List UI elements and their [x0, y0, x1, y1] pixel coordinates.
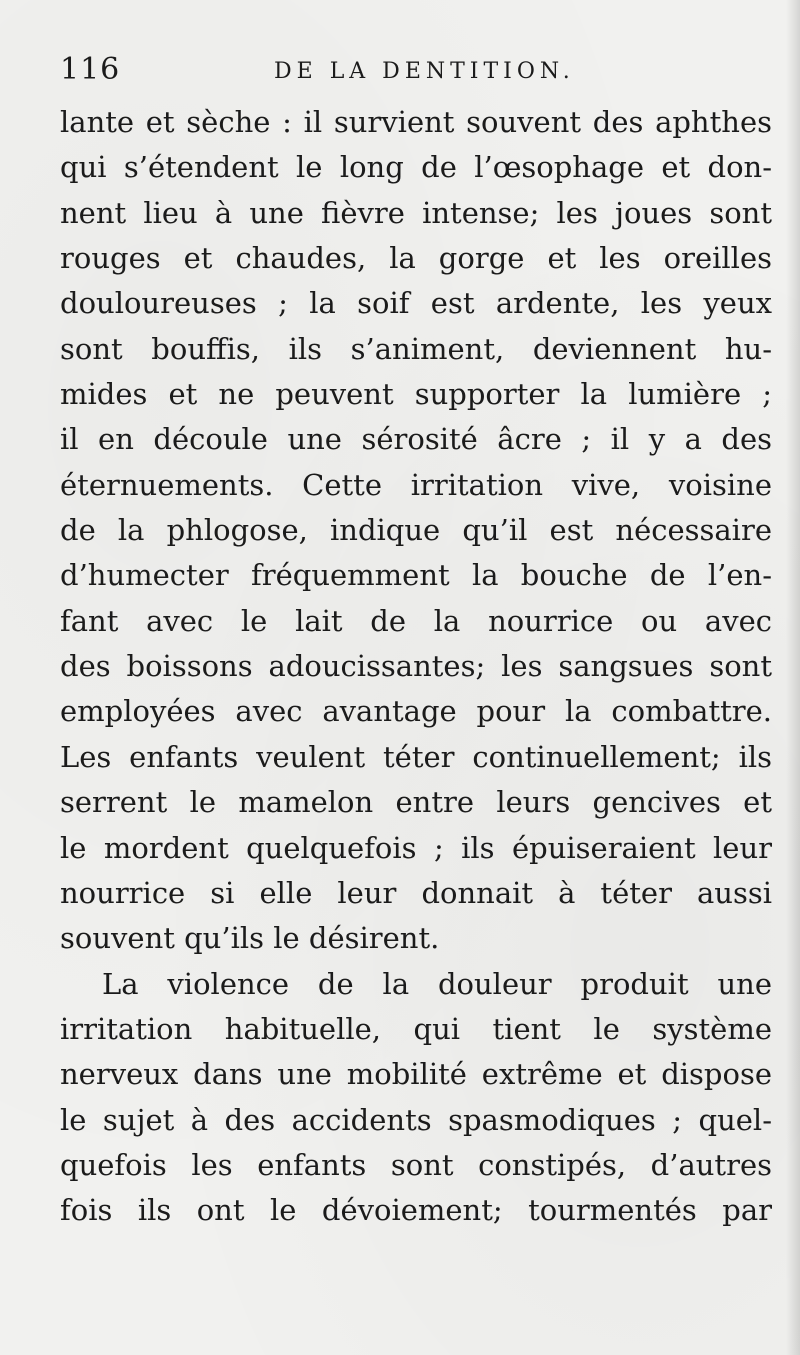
- text-line: qui s’étendent le long de l’œsophage et don-: [60, 150, 772, 185]
- text-line: fant avec le lait de la nourrice ou avec: [60, 603, 772, 638]
- text-line: le mordent quelquefois ; ils épuiseraient leur: [60, 830, 772, 865]
- text-line: nerveux dans une mobilité extrême et dispose: [60, 1057, 772, 1092]
- text-line: de la phlogose, indique qu’il est nécessaire: [60, 513, 772, 548]
- text-line-paragraph-end: souvent qu’ils le désirent.: [60, 921, 440, 956]
- text-line: il en découle une sérosité âcre ; il y a des: [60, 422, 772, 457]
- text-line: serrent le mamelon entre leurs gencives et: [60, 785, 772, 820]
- text-line: mides et ne peuvent supporter la lumière ;: [60, 377, 772, 412]
- text-line: nent lieu à une fièvre intense; les joues sont: [60, 195, 772, 230]
- page-header: [60, 52, 760, 96]
- text-line: irritation habituelle, qui tient le système: [60, 1011, 772, 1046]
- text-line: nourrice si elle leur donnait à téter aussi: [60, 875, 772, 910]
- text-line: rouges et chaudes, la gorge et les oreilles: [60, 241, 772, 276]
- text-line: Les enfants veulent téter continuellement; ils: [60, 739, 772, 774]
- text-line: douloureuses ; la soif est ardente, les yeux: [60, 286, 772, 321]
- text-line: d’humecter fréquemment la bouche de l’en-: [60, 558, 772, 593]
- running-title: DE LA DENTITION.: [274, 59, 575, 84]
- text-line: éternuements. Cette irritation vive, voisine: [60, 467, 772, 502]
- text-line: des boissons adoucissantes; les sangsues sont: [60, 649, 772, 684]
- text-line: le sujet à des accidents spasmodiques ; quel-: [60, 1102, 772, 1137]
- body-text: [60, 100, 772, 1234]
- text-line: sont bouffis, ils s’animent, deviennent hu-: [60, 331, 772, 366]
- text-line: lante et sèche : il survient souvent des aphthes: [60, 105, 772, 139]
- page-number: 116: [60, 52, 121, 87]
- page-edge-shadow: [786, 0, 800, 1355]
- text-line: employées avec avantage pour la combattre.: [60, 694, 772, 729]
- text-line-paragraph-start: La violence de la douleur produit une: [102, 966, 772, 1001]
- text-line: quefois les enfants sont constipés, d’autres: [60, 1147, 772, 1182]
- text-line: fois ils ont le dévoiement; tourmentés par: [60, 1193, 772, 1228]
